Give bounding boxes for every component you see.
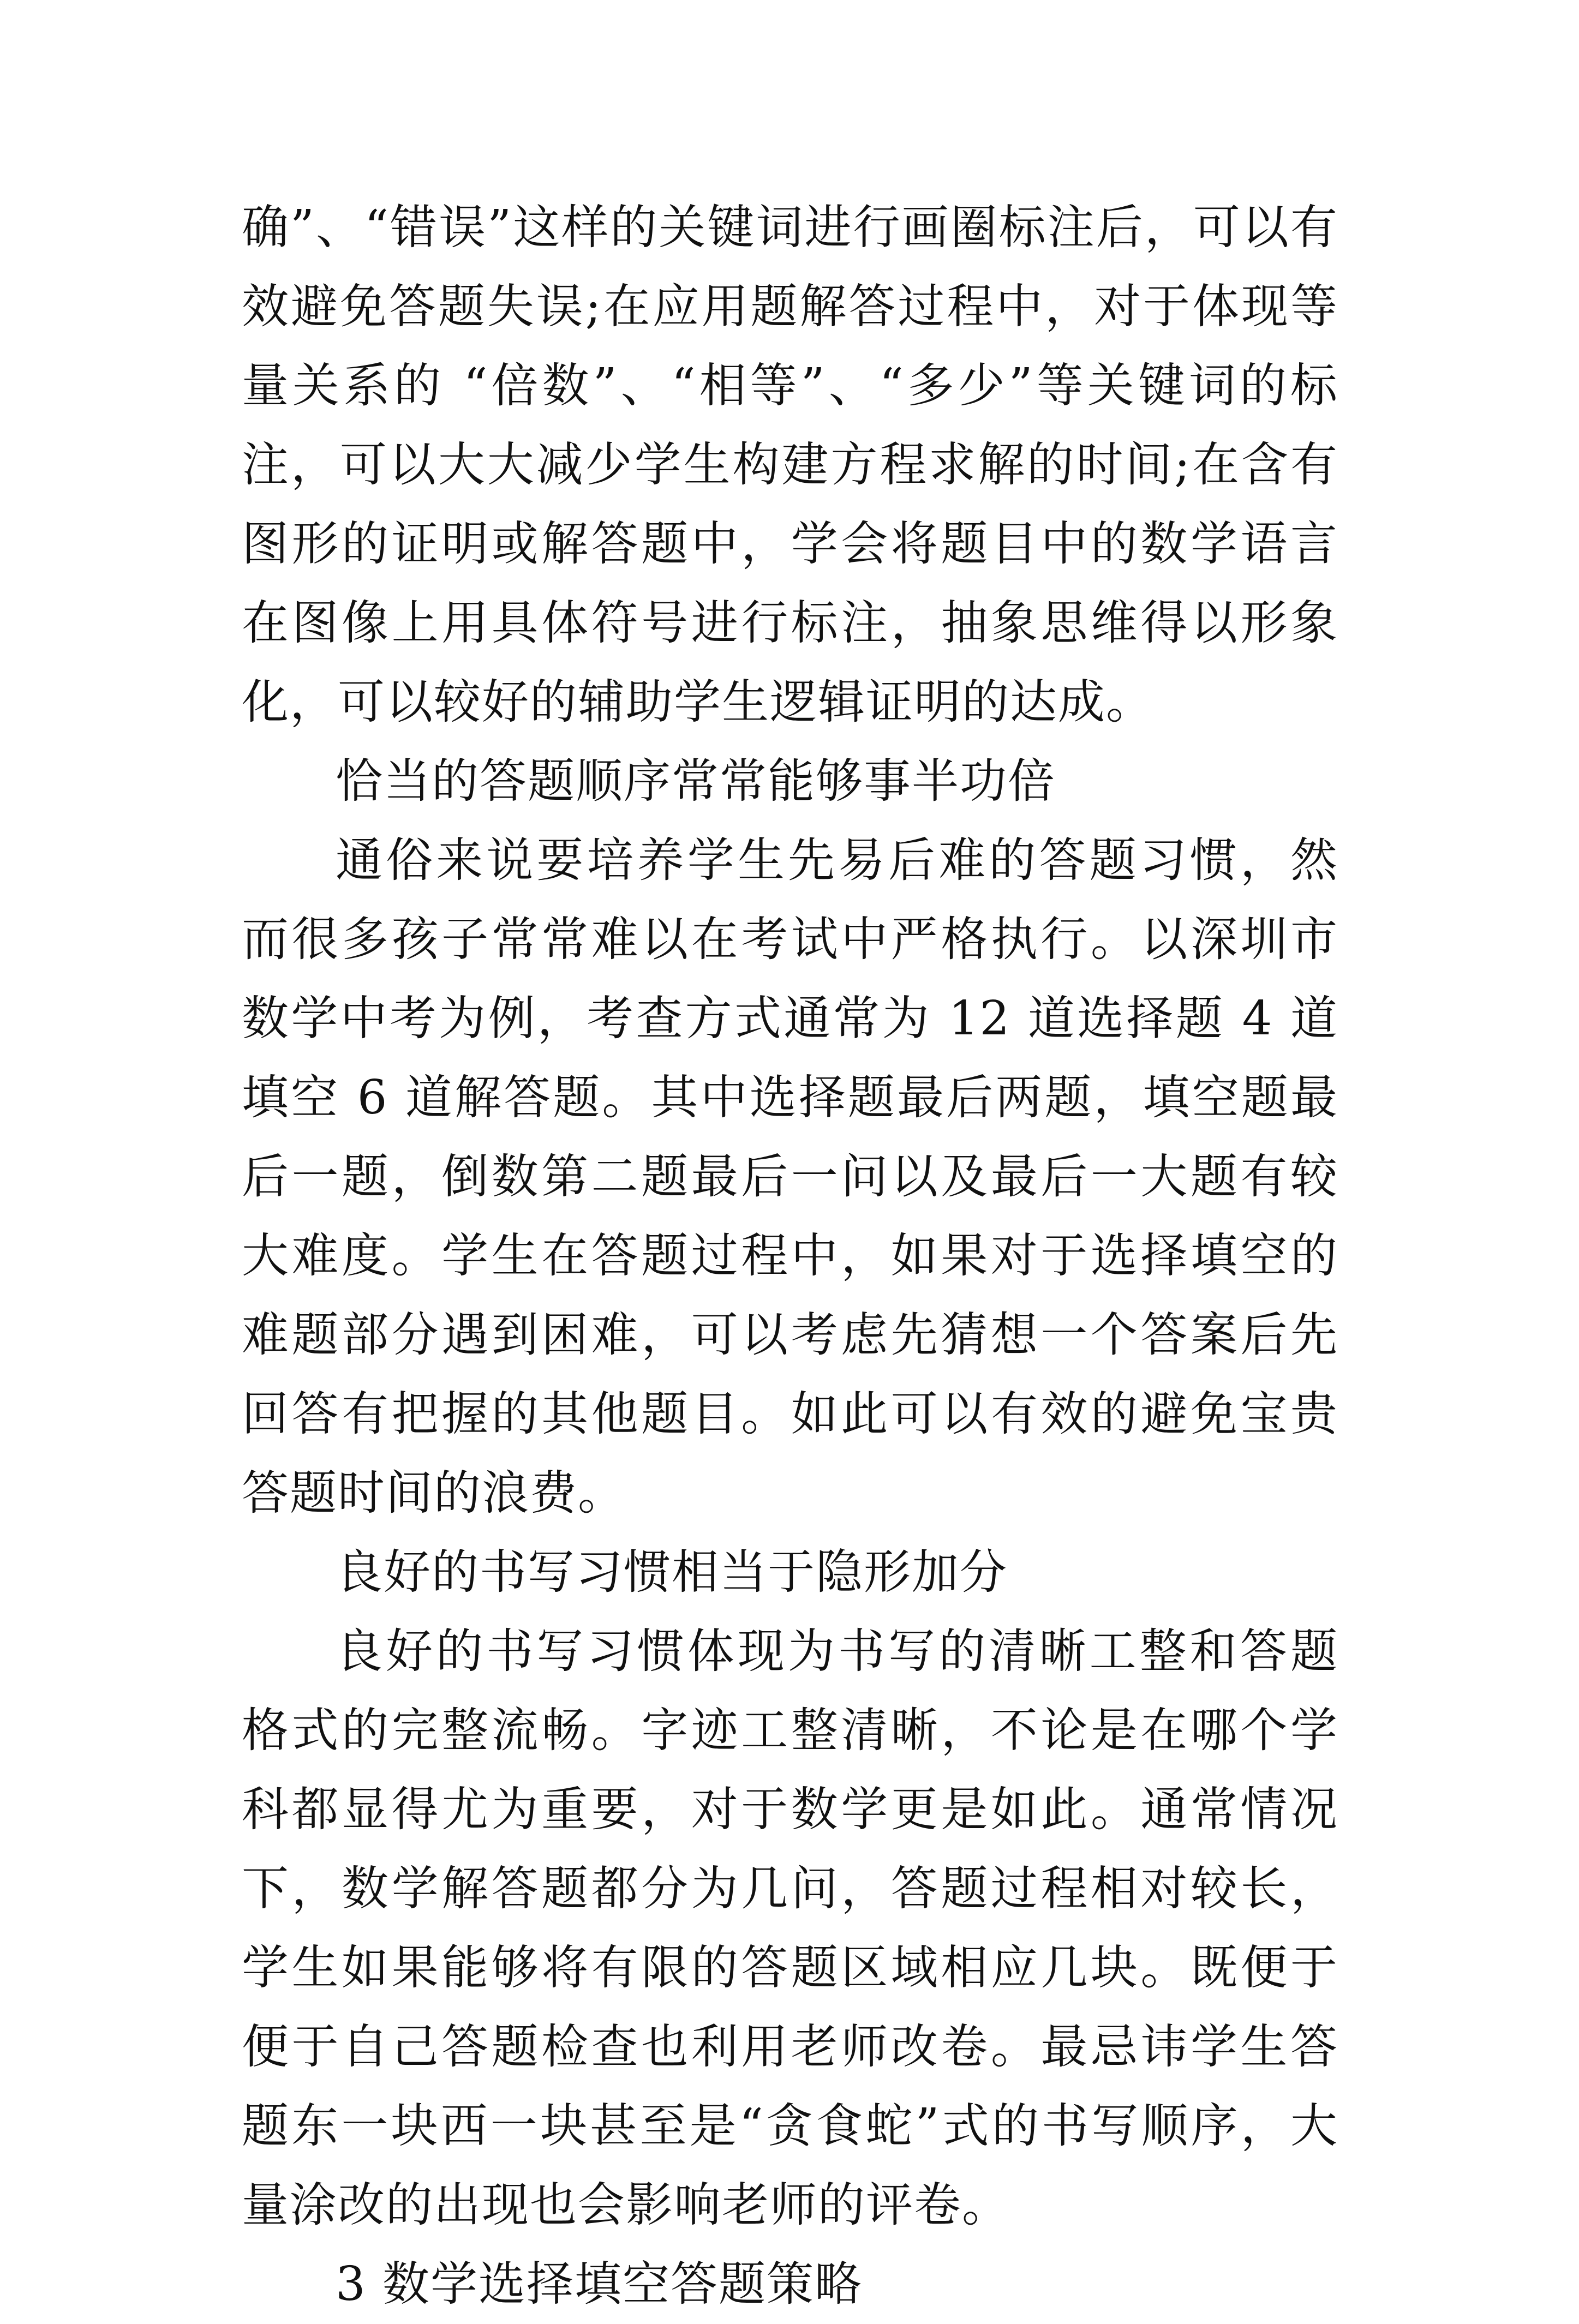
paragraph-answer-order: 通俗来说要培养学生先易后难的答题习惯，然而很多孩子常常难以在考试中严格执行。以深圳市数学中考为例，考查方式通常为 12 道选择题 4 道填空 6 道解答题。其中选择题最后两题，填空题最后一题，倒数第二题最后一问以及最后一大题有较大难度。学生在答题过程中，如果对于选择填空的难题部分遇到困难，可以考虑先猜想一个答案后先回答有把握的其他题目。如此可以有效的避免宝贵答题时间的浪费。 <box>242 833 1338 1520</box>
document-body <box>242 188 1338 2324</box>
paragraph-keyword-marking: 确”、“错误”这样的关键词进行画圈标注后，可以有效避免答题失误;在应用题解答过程中，对于体现等量关系的 “倍数”、“相等”、“多少”等关键词的标注，可以大大减少学生构建方程求解的时间;在含有图形的证明或解答题中，学会将题目中的数学语言在图像上用具体符号进行标注，抽象思维得以形象化，可以较好的辅助学生逻辑证明的达成。 <box>242 200 1338 729</box>
section-heading-choice-fill-strategy: 3 数学选择填空答题策略 <box>336 2257 863 2311</box>
section-heading-writing-habits: 良好的书写习惯相当于隐形加分 <box>336 1545 1008 1600</box>
section-heading-answer-order: 恰当的答题顺序常常能够事半功倍 <box>336 754 1056 808</box>
paragraph-writing-habits: 良好的书写习惯体现为书写的清晰工整和答题格式的完整流畅。字迹工整清晰，不论是在哪个学科都显得尤为重要，对于数学更是如此。通常情况下，数学解答题都分为几问，答题过程相对较长，学生如果能够将有限的答题区域相应几块。既便于便于自己答题检查也利用老师改卷。最忌讳学生答题东一块西一块甚至是“贪食蛇”式的书写顺序，大量涂改的出现也会影响老师的评卷。 <box>242 1624 1338 2232</box>
